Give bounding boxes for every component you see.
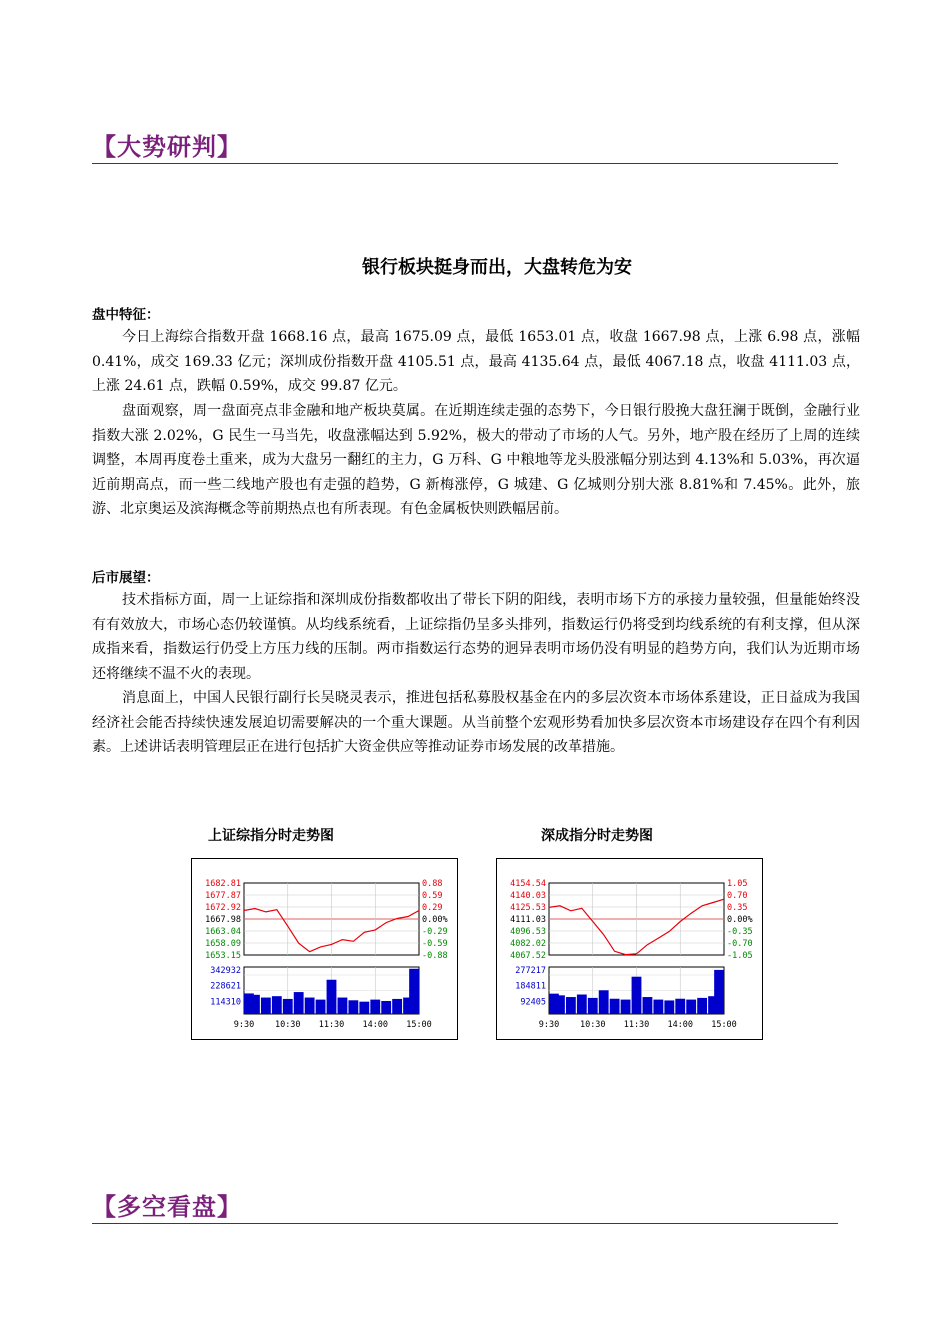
time-tick-label: 10:30 (274, 1020, 301, 1030)
pct-tick-label: -0.29 (422, 927, 448, 937)
volume-bar (250, 995, 260, 1014)
volume-bar (610, 999, 620, 1014)
section-header-market (92, 1193, 838, 1224)
price-tick-label: 4154.54 (510, 879, 546, 889)
pct-tick-label: -1.05 (727, 951, 753, 961)
subheading-intraday: 盘中特征： (92, 307, 160, 323)
volume-bar (675, 999, 685, 1014)
time-tick-label: 14:00 (667, 1020, 694, 1030)
pct-tick-label: 0.29 (422, 903, 443, 913)
section-header-label: 【多空看盘】 (92, 1192, 242, 1221)
volume-tick-label: 342932 (210, 966, 241, 976)
volume-bar (566, 997, 576, 1014)
chart-title-shenzhen: 深成指分时走势图 (541, 828, 653, 844)
price-tick-label: 1682.81 (205, 879, 241, 889)
volume-bar (327, 980, 337, 1014)
price-tick-label: 1677.87 (205, 891, 241, 901)
pct-tick-label: -0.70 (727, 939, 753, 949)
volume-bar (261, 998, 271, 1014)
section-header-label: 【大势研判】 (92, 132, 242, 161)
volume-bar (599, 990, 609, 1014)
volume-bar (632, 977, 642, 1014)
paragraph-market-observation: 盘面观察，周一盘面亮点非金融和地产板块莫属。在近期连续走强的态势下，今日银行股挽大盘狂澜于既倒，金融行业指数大涨 2.02%，G 民生一马当先，收盘涨幅达到 5.92%，极大的带动了市场的人气。另外，地产股在经历了上周的连续调整，本周再度卷土重来，成为大盘另一翻红的主力，G 万科、G 中粮地等龙头股涨幅分别达到 4.13%和 5.03%，再次逼近前期高点，而一些二线地产股也有走强的趋势，G 新梅涨停，G 城建、G 亿城则分别大涨 8.81%和 7.45%。此外，旅游、北京奥运及滨海概念等前期热点也有所表现。有色金属板快则跌幅居前。 (92, 403, 860, 517)
time-tick-label: 11:30 (318, 1020, 345, 1030)
chart-shanghai-intraday (191, 858, 458, 1040)
time-tick-label: 15:00 (711, 1020, 737, 1030)
pct-tick-label: 1.05 (727, 879, 748, 889)
price-tick-label: 4082.02 (510, 939, 546, 949)
pct-tick-label: 0.70 (727, 891, 748, 901)
pct-tick-label: 0.59 (422, 891, 443, 901)
volume-bar (653, 1000, 663, 1014)
volume-bar (381, 1001, 391, 1014)
volume-bar (316, 1000, 326, 1014)
time-tick-label: 9:30 (538, 1020, 560, 1030)
paragraph-index-summary: 今日上海综合指数开盘 1668.16 点，最高 1675.09 点，最低 1653.01 点，收盘 1667.98 点，上涨 6.98 点，涨幅 0.41%，成交 169.33 亿元；深圳成份指数开盘 4105.51 点，最高 4135.64 点，最低 4067.18 点，收盘 4111.03 点，上涨 24.61 点，跌幅 0.59%，成交 99.87 亿元。 (92, 329, 860, 394)
volume-bar (686, 1000, 696, 1014)
volume-bar (621, 1000, 631, 1014)
price-tick-label: 4096.53 (510, 927, 546, 937)
pct-tick-label: -0.35 (727, 927, 753, 937)
volume-bar (348, 1000, 358, 1014)
volume-bar (664, 1000, 674, 1014)
pct-tick-label: 0.35 (727, 903, 748, 913)
paragraph-news: 消息面上，中国人民银行副行长吴晓灵表示，推进包括私募股权基金在内的多层次资本市场体系建设，正日益成为我国经济社会能否持续快速发展迫切需要解决的一个重大课题。从当前整个宏观形势看加快多层次资本市场建设存在四个有利因素。上述讲话表明管理层正在进行包括扩大资金供应等推动证券市场发展的改革措施。 (92, 690, 860, 755)
price-tick-label: 1658.09 (205, 939, 241, 949)
volume-bar (359, 1002, 369, 1014)
volume-tick-label: 92405 (520, 997, 546, 1008)
subheading-outlook: 后市展望： (92, 570, 160, 586)
volume-tick-label: 228621 (210, 981, 241, 992)
price-tick-label: 1663.04 (205, 927, 241, 937)
price-tick-label: 1672.92 (205, 903, 241, 913)
volume-bar (409, 969, 419, 1014)
volume-bar (392, 999, 402, 1014)
volume-bar (283, 999, 293, 1014)
volume-bar (294, 992, 304, 1014)
volume-bar (305, 998, 315, 1014)
price-tick-label: 4140.03 (510, 891, 546, 901)
volume-bar (370, 1000, 380, 1014)
chart-svg (497, 859, 762, 1039)
volume-tick-label: 184811 (515, 981, 546, 992)
volume-bar (555, 995, 565, 1014)
volume-tick-label: 277217 (515, 966, 546, 976)
price-tick-label: 4111.03 (510, 915, 546, 925)
pct-tick-label: 0.00% (727, 915, 753, 925)
volume-bar (338, 998, 348, 1014)
price-tick-label: 1653.15 (205, 951, 241, 961)
time-tick-label: 9:30 (233, 1020, 255, 1030)
price-tick-label: 4067.52 (510, 951, 546, 961)
volume-bar (714, 970, 724, 1014)
volume-bar (577, 995, 587, 1014)
volume-tick-label: 114310 (210, 997, 241, 1008)
price-tick-label: 1667.98 (205, 915, 241, 925)
article-title: 银行板块挺身而出，大盘转危为安 (362, 257, 632, 278)
volume-bar (697, 998, 707, 1014)
chart-shenzhen-intraday (496, 858, 763, 1040)
time-tick-label: 15:00 (406, 1020, 432, 1030)
price-tick-label: 4125.53 (510, 903, 546, 913)
section-header-trend (92, 133, 838, 164)
pct-tick-label: 0.88 (422, 879, 443, 889)
volume-bar (643, 997, 653, 1014)
time-tick-label: 10:30 (579, 1020, 606, 1030)
pct-tick-label: -0.59 (422, 939, 448, 949)
pct-tick-label: -0.88 (422, 951, 448, 961)
time-tick-label: 14:00 (362, 1020, 389, 1030)
paragraph-technical: 技术指标方面，周一上证综指和深圳成份指数都收出了带长下阴的阳线，表明市场下方的承接力量较强，但量能始终没有有效放大，市场心态仍较谨慎。从均线系统看，上证综指仍呈多头排列，指数运行仍将受到均线系统的有利支撑，但从深成指来看，指数运行仍受上方压力线的压制。两市指数运行态势的迥异表明市场仍没有明显的趋势方向，我们认为近期市场还将继续不温不火的表现。 (92, 592, 860, 682)
chart-title-shanghai: 上证综指分时走势图 (208, 828, 334, 844)
volume-bar (272, 996, 282, 1014)
pct-tick-label: 0.00% (422, 915, 448, 925)
volume-bar (588, 998, 598, 1014)
time-tick-label: 11:30 (623, 1020, 650, 1030)
chart-svg (192, 859, 457, 1039)
